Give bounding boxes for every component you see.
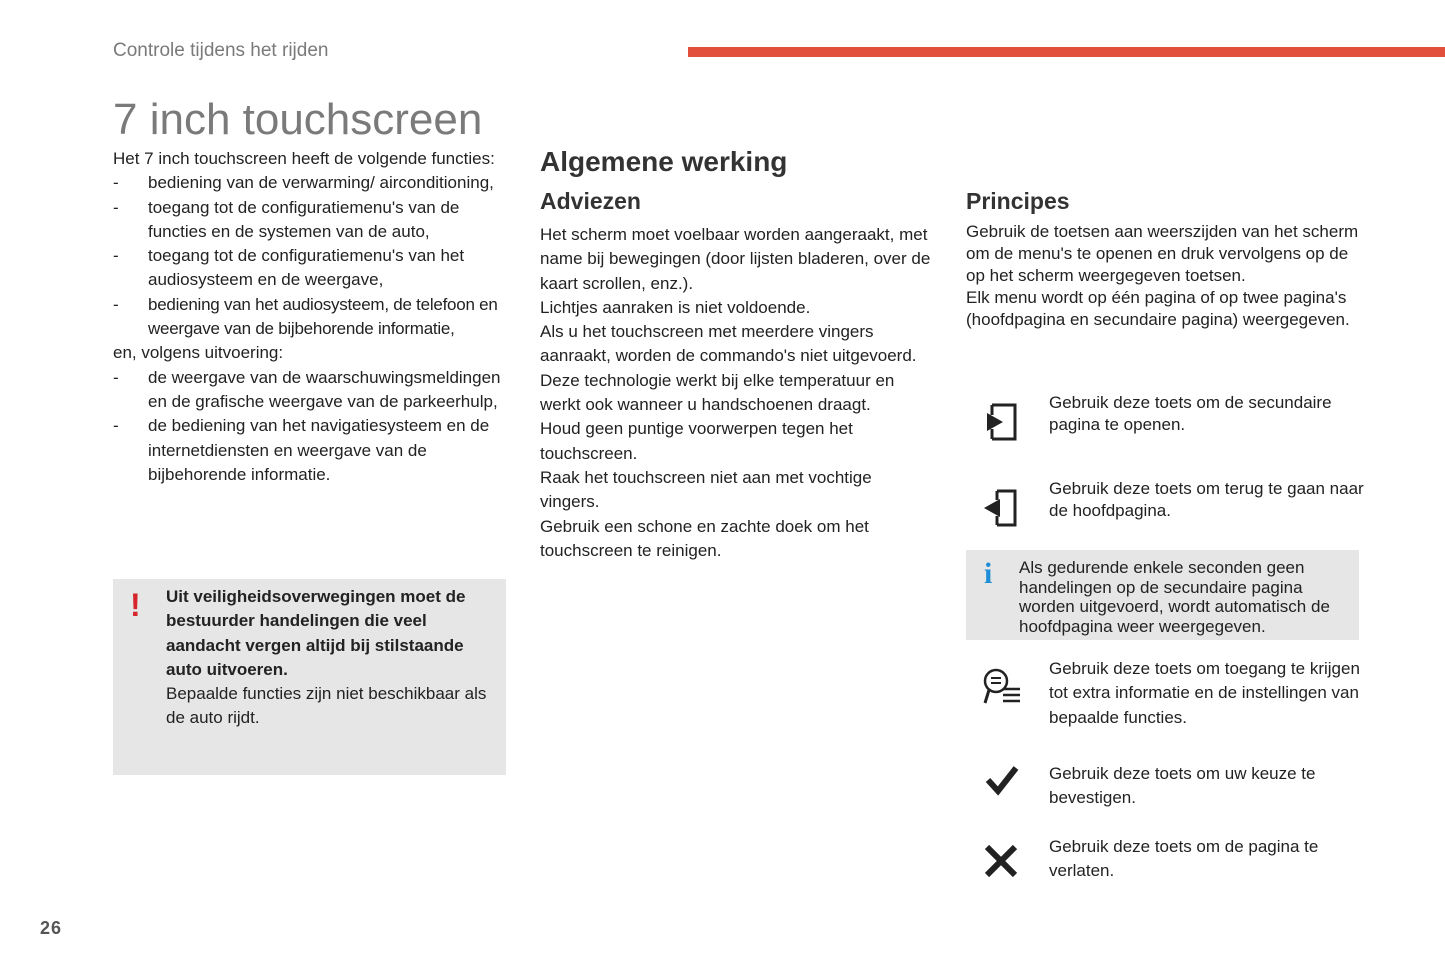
checkmark-icon bbox=[976, 756, 1026, 806]
intro-section bbox=[113, 147, 513, 487]
header-accent-bar bbox=[688, 47, 1445, 57]
advice-heading: Adviezen bbox=[540, 188, 641, 214]
secondary-page-icon bbox=[976, 397, 1026, 447]
advice-paragraph: Als u het touchscreen met meerdere vingers aanraakt, worden de commando's niet uitgevoerd. bbox=[540, 322, 917, 366]
advice-paragraph: Deze technologie werkt bij elke temperatuur en werkt ook wanneer u handschoenen draagt. bbox=[540, 370, 895, 415]
warning-text bbox=[166, 585, 501, 731]
feature-item: - bediening van het audiosysteem, de telefoon en weergave van de bijbehorende informatie, bbox=[113, 293, 513, 342]
page-number: 26 bbox=[40, 918, 63, 938]
info-icon: i bbox=[984, 557, 993, 590]
feature-item: - de bediening van het navigatiesysteem en de internetdiensten en weergave van de bijbehorende informatie. bbox=[113, 414, 513, 487]
close-icon bbox=[976, 836, 1026, 886]
general-heading: Algemene werking bbox=[540, 146, 788, 177]
main-page-icon bbox=[976, 483, 1026, 533]
info-settings-description: Gebruik deze toets om toegang te krijgen tot extra informatie en de instellingen van bepaalde functies. bbox=[1049, 659, 1360, 727]
warning-box bbox=[113, 579, 506, 775]
intro-lead: Het 7 inch touchscreen heeft de volgende functies: bbox=[113, 149, 495, 168]
warning-bold-text: Uit veiligheidsoverwegingen moet de bestuurder handelingen die veel aandacht vergen altijd bij stilstaande auto uitvoeren. bbox=[166, 587, 466, 679]
feature-item: - toegang tot de configuratiemenu's van de functies en de systemen van de auto, bbox=[113, 196, 513, 245]
principles-text bbox=[966, 221, 1361, 331]
optional-lead: en, volgens uitvoering: bbox=[113, 343, 284, 363]
section-label: Controle tijdens het rijden bbox=[113, 40, 329, 61]
feature-item: - bediening van de verwarming/ airconditioning, bbox=[113, 171, 513, 195]
info-settings-icon bbox=[976, 663, 1026, 713]
principles-paragraph: Elk menu wordt op één pagina of op twee pagina's (hoofdpagina en secundaire pagina) weergegeven. bbox=[966, 288, 1350, 329]
info-box bbox=[966, 550, 1359, 640]
warning-icon: ! bbox=[130, 587, 141, 623]
feature-list bbox=[113, 171, 513, 341]
page-title: 7 inch touchscreen bbox=[113, 95, 483, 144]
advice-paragraph: Gebruik een schone en zachte doek om het touchscreen te reinigen. bbox=[540, 516, 869, 560]
feature-item: - toegang tot de configuratiemenu's van het audiosysteem en de weergave, bbox=[113, 244, 513, 293]
secondary-page-description: Gebruik deze toets om de secundaire pagina te openen. bbox=[1049, 393, 1332, 434]
warning-normal-text: Bepaalde functies zijn niet beschikbaar als de auto rijdt. bbox=[166, 684, 487, 728]
principles-paragraph: Gebruik de toetsen aan weerszijden van het scherm om de menu's te openen en druk vervolgens op de op het scherm weergegeven toetsen. bbox=[966, 222, 1359, 285]
advice-paragraph: Raak het touchscreen niet aan met vochtige vingers. bbox=[540, 467, 872, 512]
principles-heading: Principes bbox=[966, 188, 1070, 214]
feature-item: - de weergave van de waarschuwingsmeldingen en de grafische weergave van de parkeerhulp, bbox=[113, 366, 513, 415]
optional-feature-list bbox=[113, 366, 513, 487]
advice-text bbox=[540, 223, 935, 563]
info-text: Als gedurende enkele seconden geen handelingen op de secundaire pagina worden uitgevoerd, wordt automatisch de hoofdpagina weer weergegeven. bbox=[1019, 558, 1330, 636]
close-description: Gebruik deze toets om de pagina te verlaten. bbox=[1049, 837, 1319, 881]
advice-paragraph: Het scherm moet voelbaar worden aangeraakt, met name bij bewegingen (door lijsten bladeren, over de kaart scrollen, enz.). bbox=[540, 225, 931, 293]
advice-paragraph: Lichtjes aanraken is niet voldoende. bbox=[540, 297, 811, 317]
main-page-description: Gebruik deze toets om terug te gaan naar de hoofdpagina. bbox=[1049, 479, 1364, 520]
advice-paragraph: Houd geen puntige voorwerpen tegen het touchscreen. bbox=[540, 419, 853, 463]
checkmark-description: Gebruik deze toets om uw keuze te bevestigen. bbox=[1049, 764, 1316, 808]
